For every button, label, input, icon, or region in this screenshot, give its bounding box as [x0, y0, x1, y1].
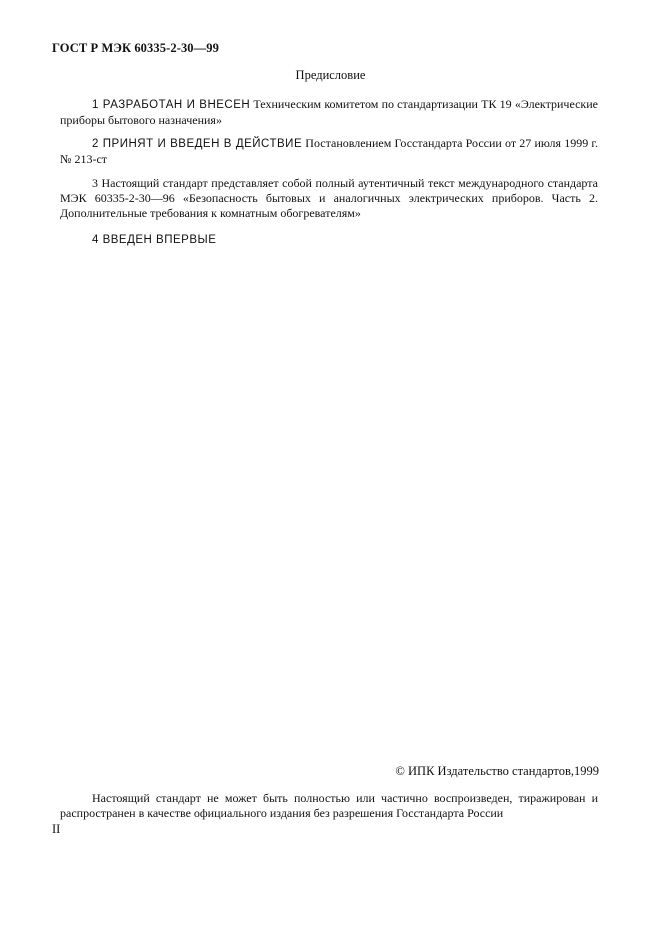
foreword-item-2-text: Постановлением Госстандарта России от 27 июля 1999 г. № 213-ст	[60, 136, 598, 166]
foreword-item-3-lead: 3	[92, 176, 98, 190]
foreword-item-4	[60, 232, 598, 248]
foreword-item-2	[60, 136, 598, 167]
page-number: II	[52, 822, 61, 836]
reproduction-notice: Настоящий стандарт не может быть полностью или частично воспроизведен, тиражирован и распространен в качестве официального издания без разрешения Госстандарта России	[60, 791, 598, 820]
foreword-item-3-text: Настоящий стандарт представляет собой полный аутентичный текст международного стандарта МЭК 60335-2-30—96 «Безопасность бытовых и аналогичных электрических приборов. Часть 2. Дополнительные требования к комнатным обогревателям»	[60, 176, 598, 220]
foreword-item-3	[60, 176, 598, 221]
foreword-item-1-text: Техническим комитетом по стандартизации ТК 19 «Электрические приборы бытового назначения»	[60, 97, 598, 127]
standard-code-header: ГОСТ Р МЭК 60335-2-30—99	[52, 41, 219, 55]
foreword-item-1	[60, 97, 598, 128]
foreword-item-4-lead: 4 ВВЕДЕН ВПЕРВЫЕ	[92, 234, 217, 246]
foreword-title: Предисловие	[295, 68, 366, 82]
foreword-item-1-lead: 1 РАЗРАБОТАН И ВНЕСЕН	[92, 99, 251, 111]
foreword-item-2-lead: 2 ПРИНЯТ И ВВЕДЕН В ДЕЙСТВИЕ	[92, 138, 303, 150]
copyright-line: © ИПК Издательство стандартов,1999	[395, 764, 599, 778]
